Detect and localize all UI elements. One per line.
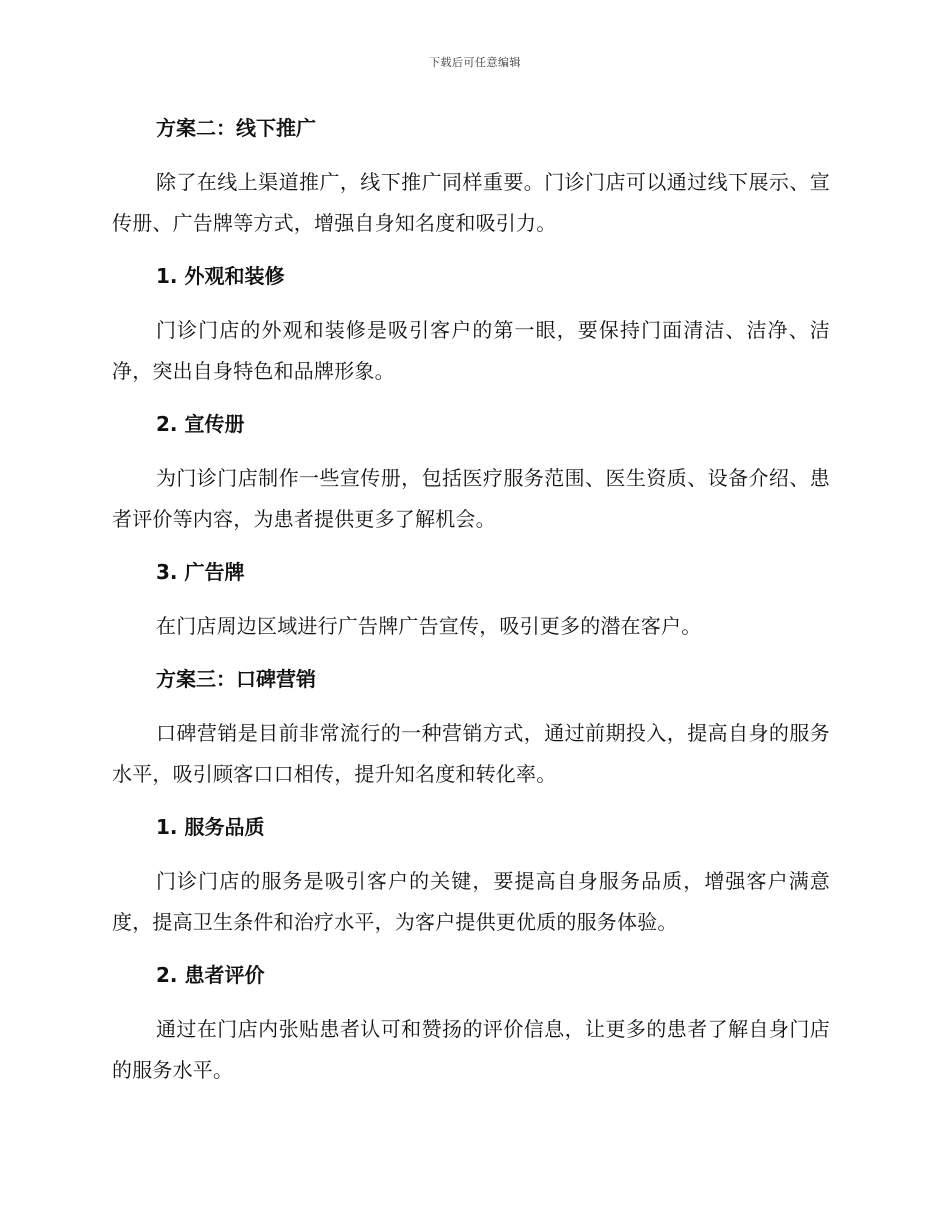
subheading-billboard: 3. 广告牌 xyxy=(156,560,245,584)
paragraph: 门诊门店的服务是吸引客户的关键，要提高自身服务品质，增强客户满意度，提高卫生条件和治疗水平，为客户提供更优质的服务体验。 xyxy=(112,869,830,934)
subheading-brochure: 2. 宣传册 xyxy=(156,412,245,436)
paragraph: 为门诊门店制作一些宣传册，包括医疗服务范围、医生资质、设备介绍、患者评价等内容，为患者提供更多了解机会。 xyxy=(112,466,830,531)
page-header: 下载后可任意编辑 xyxy=(429,56,521,69)
paragraph: 通过在门店内张贴患者认可和赞扬的评价信息，让更多的患者了解自身门店的服务水平。 xyxy=(112,1017,830,1082)
subheading-patient-reviews: 2. 患者评价 xyxy=(156,963,265,987)
subheading-appearance: 1. 外观和装修 xyxy=(156,264,285,288)
section-heading-word-of-mouth: 方案三：口碑营销 xyxy=(156,667,316,691)
paragraph: 门诊门店的外观和装修是吸引客户的第一眼，要保持门面清洁、洁净、洁净，突出自身特色和品牌形象。 xyxy=(112,318,830,383)
paragraph: 在门店周边区域进行广告牌广告宣传，吸引更多的潜在客户。 xyxy=(156,614,702,638)
document-body xyxy=(112,108,830,1103)
section-heading-offline-promotion: 方案二：线下推广 xyxy=(156,116,316,140)
paragraph: 除了在线上渠道推广，线下推广同样重要。门诊门店可以通过线下展示、宣传册、广告牌等方式，增强自身知名度和吸引力。 xyxy=(112,170,830,235)
paragraph: 口碑营销是目前非常流行的一种营销方式，通过前期投入，提高自身的服务水平，吸引顾客口口相传，提升知名度和转化率。 xyxy=(112,721,830,786)
subheading-service-quality: 1. 服务品质 xyxy=(156,815,265,839)
